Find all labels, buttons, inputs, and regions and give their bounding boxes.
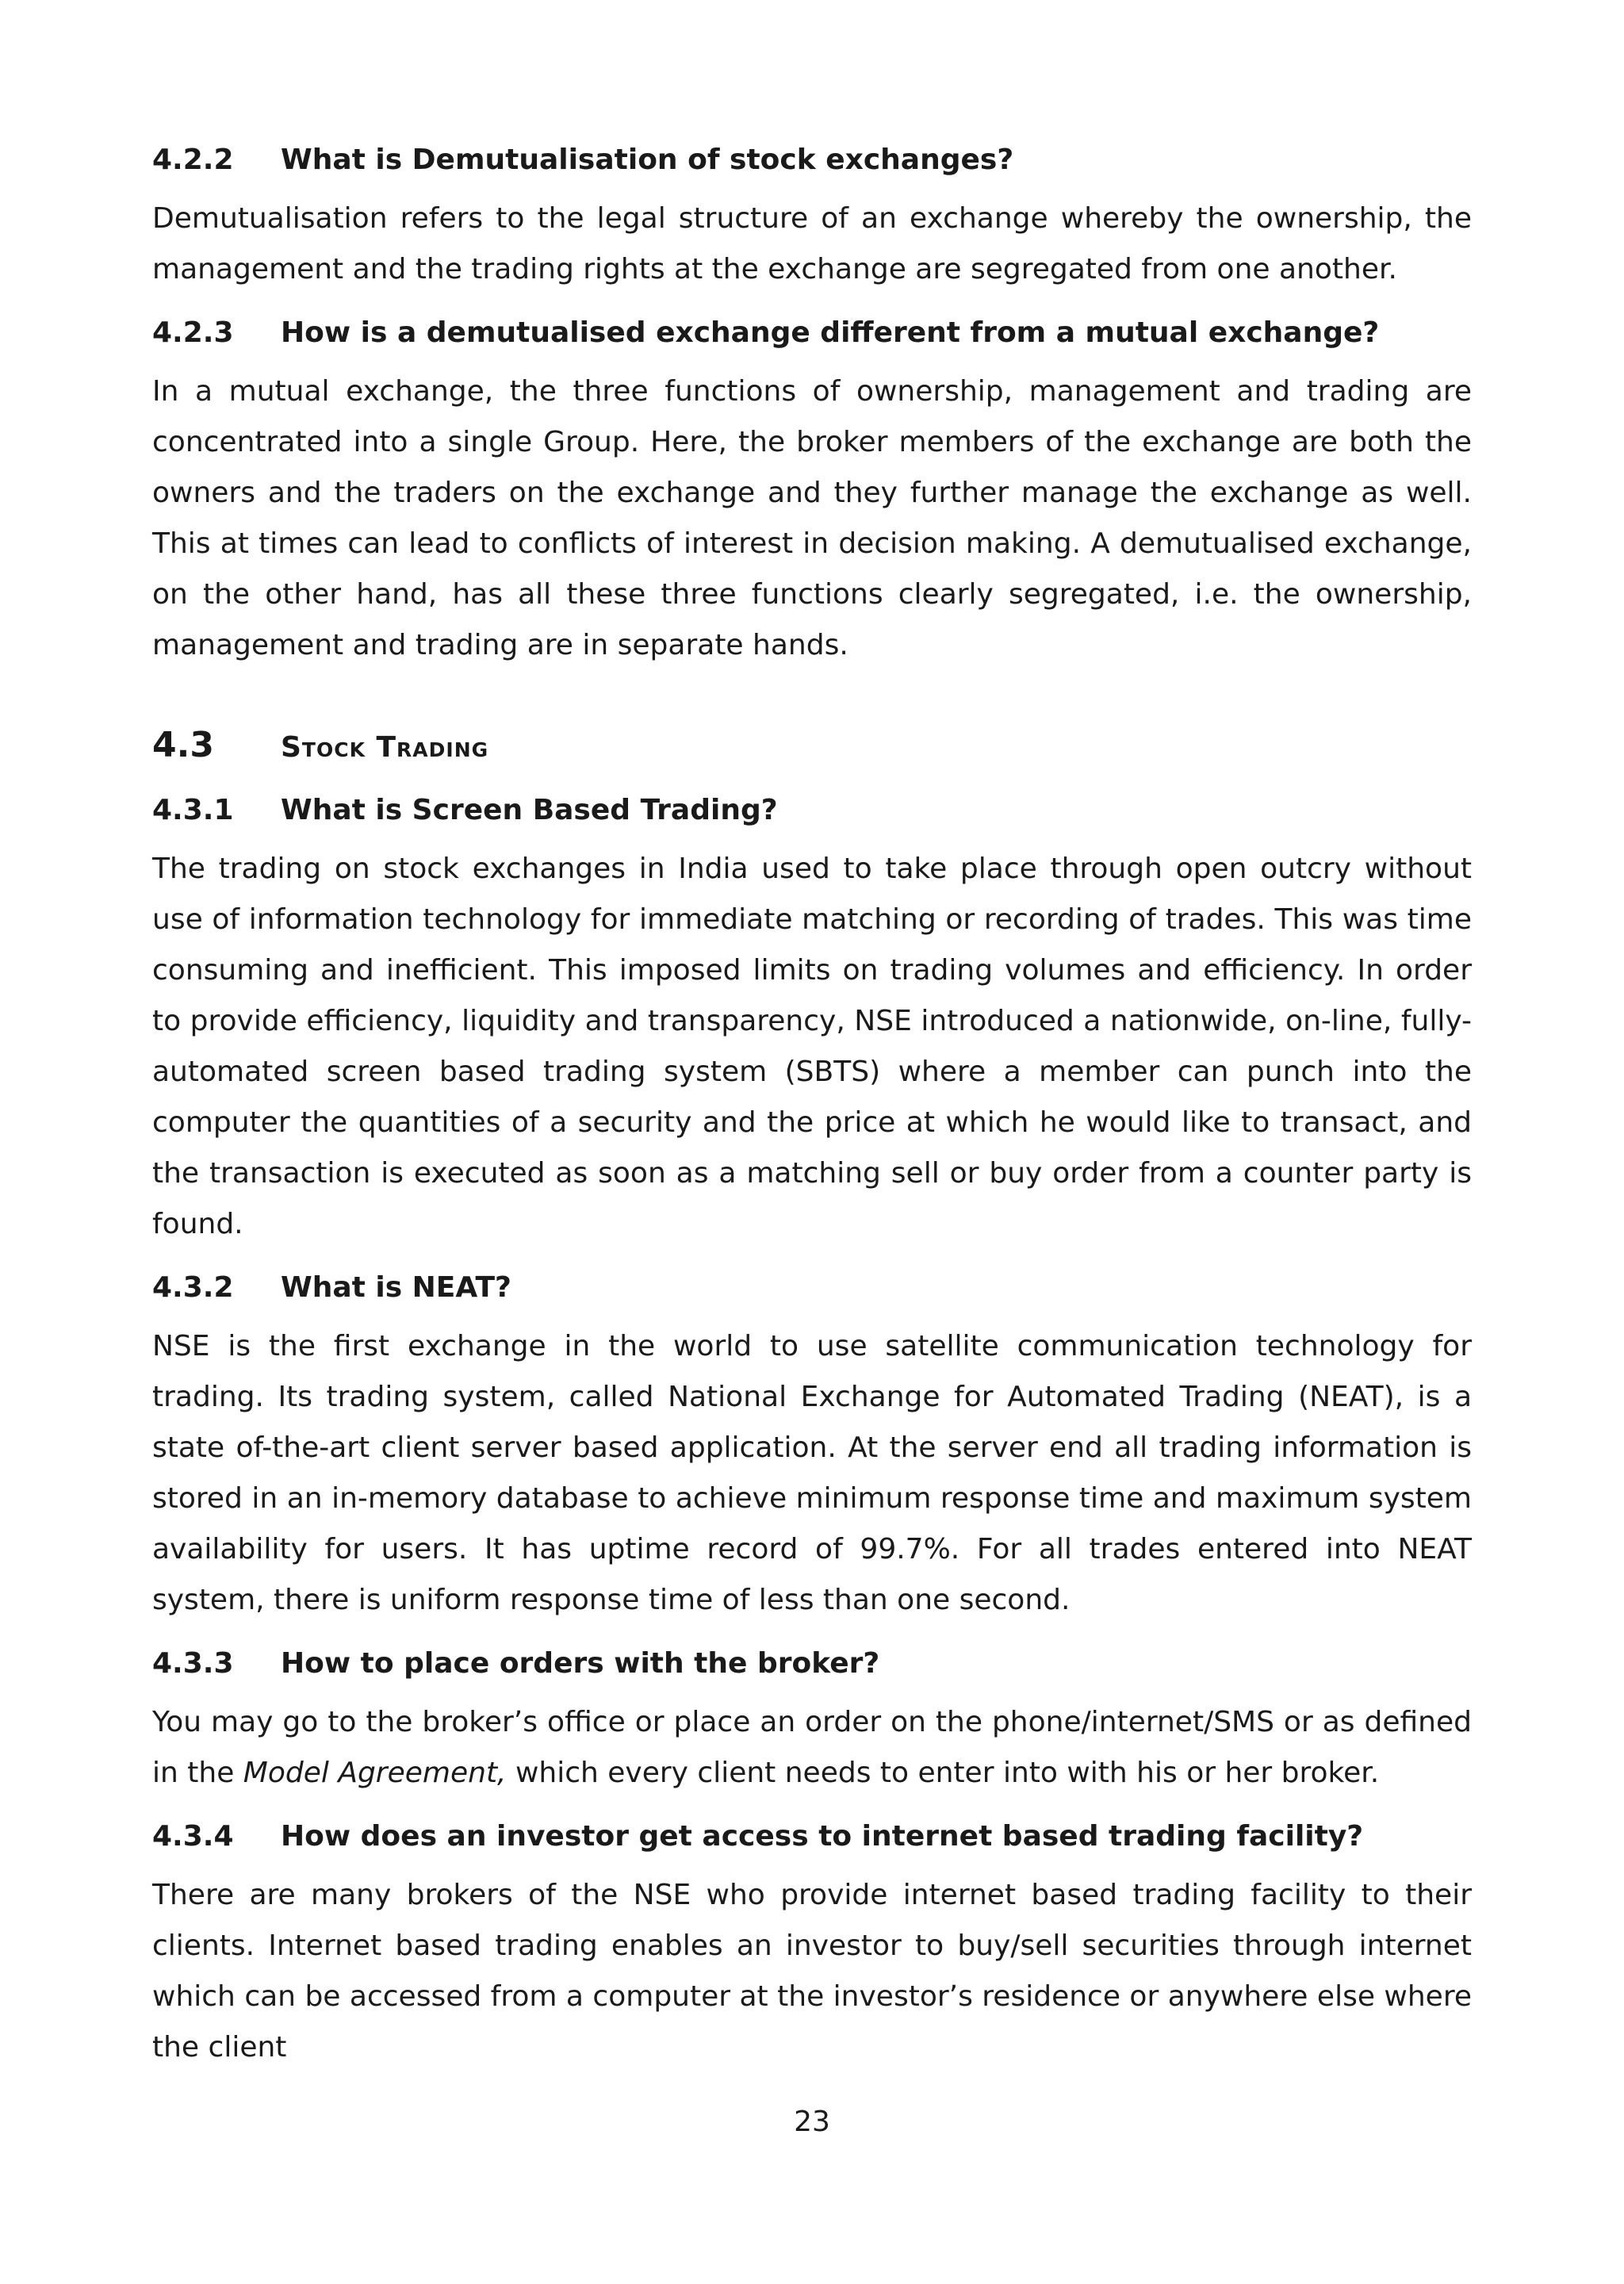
heading-title: What is Demutualisation of stock exchanges? [281,144,1014,176]
paragraph-4-3-3 [152,1697,1472,1799]
heading-4-2-3 [152,314,1472,352]
heading-number: 4.3.1 [152,794,234,826]
heading-number: 4.3.3 [152,1647,234,1680]
heading-title: How does an investor get access to internet based trading facility? [281,1820,1364,1853]
paragraph-4-3-2: NSE is the first exchange in the world to use satellite communication technology for trading. Its trading system, called National Exchange for Automated Trading (NEAT), is a state of-the-art client server based application. At the server end all trading information is stored in an in-memory database to achieve minimum response time and maximum system availability for users. It has uptime record of 99.7%. For all trades entered into NEAT system, there is uniform response time of less than one second. [152,1330,1472,1616]
section-title: Stock Trading [281,731,489,764]
heading-number: 4.3.2 [152,1271,234,1304]
paragraph-4-2-3: In a mutual exchange, the three functions of ownership, management and trading are concentrated into a single Group. Here, the broker members of the exchange are both the owners and the traders on the exchange and they further manage the exchange as well. This at times can lead to conflicts of interest in decision making. A demutualised exchange, on the other hand, has all these three functions clearly segregated, i.e. the ownership, management and trading are in separate hands. [152,375,1472,661]
page-number: 23 [794,2106,830,2138]
heading-number: 4.2.3 [152,316,234,349]
heading-title: How is a demutualised exchange different from a mutual exchange? [281,316,1380,349]
heading-title: What is Screen Based Trading? [281,794,778,826]
paragraph-text: which every client needs to enter into with his or her broker. [506,1757,1380,1789]
section-heading-4-3 [152,723,1472,768]
heading-number: 4.2.2 [152,144,234,176]
section-number: 4.3 [152,725,214,765]
heading-4-3-3 [152,1645,1472,1683]
heading-4-3-4 [152,1818,1472,1856]
page-content [152,141,1472,2073]
heading-title: What is NEAT? [281,1271,511,1304]
model-agreement-italic: Model Agreement, [243,1757,507,1789]
paragraph-4-3-1: The trading on stock exchanges in India used to take place through open outcry without use of information technology for immediate matching or recording of trades. This was time consuming and inefficient. This imposed limits on trading volumes and efficiency. In order to provide efficiency, liquidity and transparency, NSE introduced a nationwide, on-line, fully-automated screen based trading system (SBTS) where a member can punch into the computer the quantities of a security and the price at which he would like to transact, and the transaction is executed as soon as a matching sell or buy order from a counter party is found. [152,853,1472,1240]
heading-4-3-1 [152,791,1472,830]
heading-number: 4.3.4 [152,1820,234,1853]
heading-4-3-2 [152,1269,1472,1307]
paragraph-4-3-4: There are many brokers of the NSE who provide internet based trading facility to their clients. Internet based trading enables an investor to buy/sell securities through internet which can be accessed from a computer at the investor’s residence or anywhere else where the client [152,1879,1472,2064]
heading-title: How to place orders with the broker? [281,1647,880,1680]
paragraph-text: You may go to the broker’s office or place an order on the phone/internet/SMS or as defined in the [152,1706,1472,1789]
heading-4-2-2 [152,141,1472,179]
paragraph-4-2-2: Demutualisation refers to the legal structure of an exchange whereby the ownership, the management and the trading rights at the exchange are segregated from one another. [152,202,1472,286]
